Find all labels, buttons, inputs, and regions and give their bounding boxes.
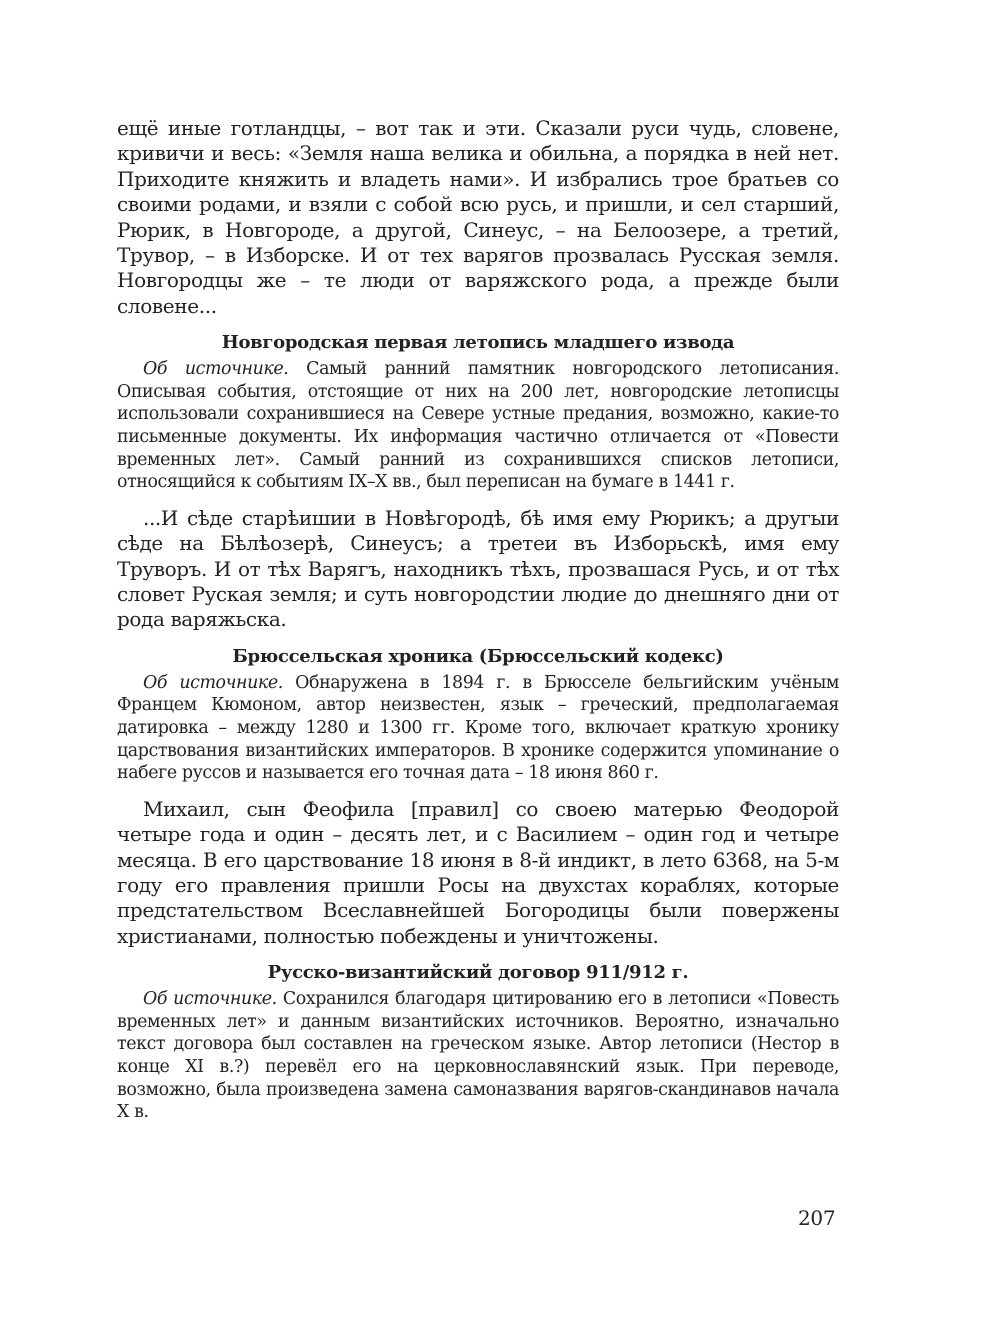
chronicle-quote: ...И сѣде старѣишии в Новѣгородѣ, бѣ имя ему Рюрикъ; а другыи сѣде на Бѣлѣозерѣ, Синеусъ; а третеи въ Изборьскѣ, имя ему Труворъ. И от тѣх Варягъ, находникъ тѣхъ, прозвашася Русь, и от тѣх словет Руская земля; и суть новгородстии людие до днешняго дни от рода варяжьска. (117, 505, 839, 632)
intro-paragraph: ещё иные готландцы, – вот так и эти. Сказали руси чудь, словене, кривичи и весь: «Земля наша велика и обильна, а порядка в ней нет. Приходите княжить и владеть нами». И избрались трое братьев со своими родами, и взяли с собой всю русь, и пришли, и сел старший, Рюрик, в Новгороде, а другой, Синеус, – на Белоозере, а третий, Трувор, – в Изборске. И от тех варягов прозвалась Русская земля. Новгородцы же – те люди от варяжского рода, а прежде были словене... (117, 116, 839, 318)
source-note-label: Об источнике. (143, 672, 283, 693)
source-note-text: Обнаружена в 1894 г. в Брюсселе бельгийским учёным Францем Кюмоном, автор неизвестен, язык – греческий, предполагаемая датировка – между 1280 и 1300 гг. Кроме того, включает краткую хронику царствования византийских императоров. В хронике содержится упоминание о набеге руссов и называется его точная дата – 18 июня 860 г. (117, 672, 840, 784)
chronicle-quote: Михаил, сын Феофила [правил] со своею матерью Феодорой четыре года и один – десять лет, и с Василием – один год и четыре месяца. В его царствование 18 июня в 8-й индикт, в лето 6368, на 5-м году его правления пришли Росы на двухстах кораблях, которые предстательством Всеславнейшей Богородицы были повержены христианами, полностью побеждены и уничтожены. (117, 796, 839, 948)
source-note (117, 358, 839, 494)
section-heading: Брюссельская хроника (Брюссельский кодекс) (232, 645, 724, 667)
section-treaty-911 (117, 961, 839, 1124)
section-heading: Новгородская первая летопись младшего извода (221, 332, 735, 354)
source-note (117, 672, 839, 785)
page-content (117, 116, 839, 1136)
section-brussels-chronicle (117, 645, 839, 949)
source-note-text: Сохранился благодаря цитированию его в летописи «Повесть временных лет» и данным византийских источников. Вероятно, изначально текст договора был составлен на греческом языке. Автор летописи (Нестор в конце XI в.?) перевёл его на церковнославянский язык. При переводе, возможно, была произведена замена самоназвания варягов-скандинавов начала X в. (117, 989, 840, 1123)
page-number: 207 (798, 1206, 836, 1230)
source-note (117, 988, 839, 1124)
section-heading: Русско-византийский договор 911/912 г. (267, 962, 689, 984)
source-note-label: Об источнике. (143, 989, 277, 1010)
source-note-label: Об источнике. (143, 359, 289, 380)
section-novgorod-chronicle (117, 331, 839, 633)
source-note-text: Самый ранний памятник новгородского летописания. Описывая события, отстоящие от них на 200 лет, новгородские летописцы использовали сохранившиеся на Севере устные предания, возможно, какие-то письменные документы. Их информация частично отличается от «Повести временных лет». Самый ранний из сохранившихся списков летописи, относящийся к событиям IX–X вв., был переписан на бумаге в 1441 г. (117, 359, 839, 493)
